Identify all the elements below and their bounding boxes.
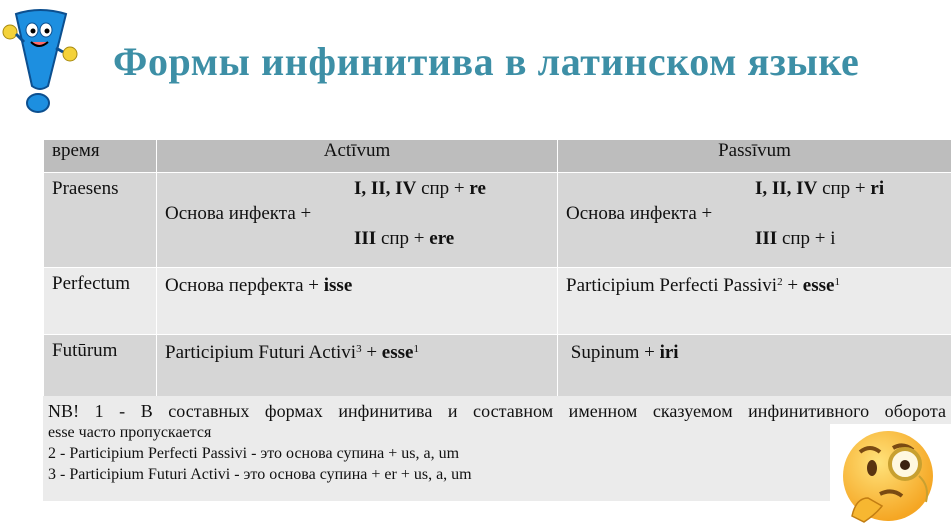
table-row [44, 173, 951, 268]
header-time: время [44, 140, 157, 173]
perfectum-active-cell: Основа перфекта + isse [157, 268, 558, 335]
table-row [44, 268, 951, 335]
note-line-1: NB! 1 - В составных формах инфинитива и составном именном сказуемом инфинитивного оборота [48, 401, 946, 422]
row-label-perfectum: Perfectum [44, 268, 157, 335]
header-active: Actīvum [157, 140, 558, 173]
page-title: Формы инфинитива в латинском языке [113, 38, 859, 85]
praesens-passive-base: Основа инфекта + [566, 203, 712, 225]
futurum-active-cell: Participium Futuri Activi$^3$ + esse$^1$ [157, 335, 558, 410]
table-header-row [44, 140, 951, 173]
praesens-active-bottom: III спр + ere [354, 228, 454, 250]
praesens-active-base: Основа инфекта + [165, 203, 311, 225]
row-label-futurum: Futūrum [44, 335, 157, 410]
exclamation-mascot-icon [2, 4, 78, 116]
futurum-passive-cell: Supinum + iri [558, 335, 951, 410]
note-line-3: 2 - Participium Perfecti Passivi - это основа супина + us, a, um [48, 443, 946, 464]
notes-box [43, 396, 951, 501]
perfectum-passive-cell: Participium Perfecti Passivi$^2$ + esse$^1$ [558, 268, 951, 335]
note-line-2: esse часто пропускается [48, 422, 946, 443]
praesens-active-top: I, II, IV спр + re [354, 178, 486, 200]
thinking-face-icon [830, 424, 951, 526]
header-passive: Passīvum [558, 140, 951, 173]
infinitive-table [43, 139, 951, 410]
row-label-praesens: Praesens [44, 173, 157, 268]
note-line-4: 3 - Participium Futuri Activi - это основа супина + er + us, a, um [48, 464, 946, 485]
thinking-face-icon-wrap [830, 424, 951, 526]
praesens-passive-bottom: III спр + i [755, 228, 836, 250]
praesens-active-cell [157, 173, 558, 268]
praesens-passive-cell [558, 173, 951, 268]
praesens-passive-top: I, II, IV спр + ri [755, 178, 884, 200]
